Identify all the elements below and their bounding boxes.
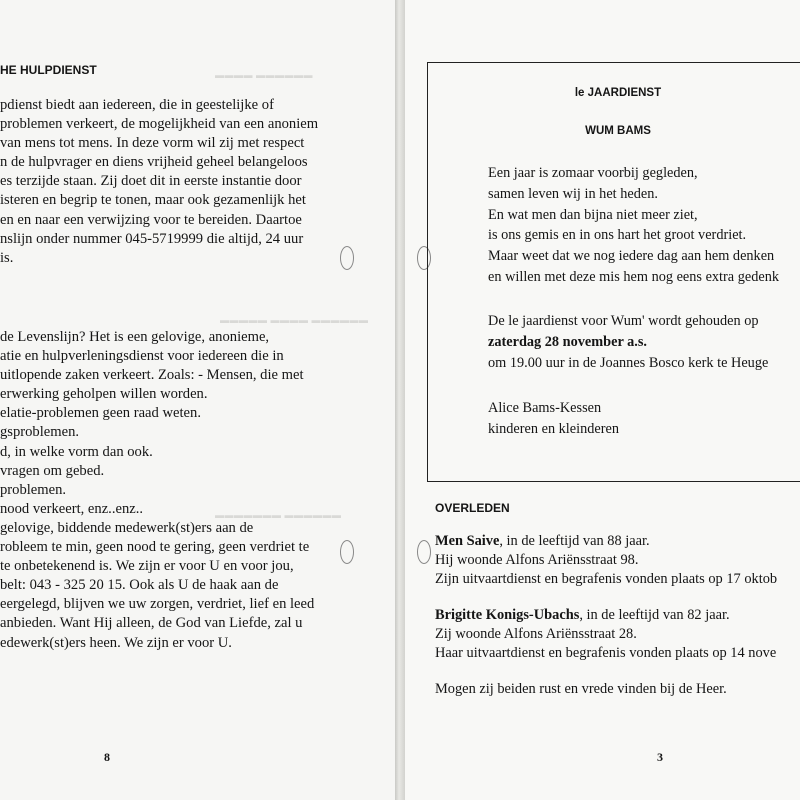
bleed-through-text: ▬▬▬▬▬ ▬▬▬▬ ▬▬▬▬▬▬	[220, 315, 369, 325]
obituary-age: , in de leeftijd van 88 jaar.	[499, 533, 650, 549]
bleed-through-text: ▬▬▬▬▬▬▬ ▬▬▬▬▬▬	[215, 510, 342, 520]
obituary-name: Men Saive	[435, 533, 500, 549]
text-line: vragen om gebed.	[0, 462, 105, 479]
memorial-poem	[488, 163, 779, 288]
text-line: is.	[0, 249, 14, 266]
obituary-entry-1	[435, 532, 777, 590]
memorial-name: WUM BAMS	[585, 125, 651, 137]
text-line: uitlopende zaken verkeert. Zoals: - Mensen, die met	[0, 367, 304, 384]
obituary-service: Zijn uitvaartdienst en begrafenis vonden plaats op 17 oktob	[435, 571, 778, 588]
text-line: erwerking geholpen willen worden.	[0, 386, 208, 403]
bleed-through-text: ▬▬▬▬ ▬▬▬▬▬▬	[215, 70, 314, 80]
memorial-heading: le JAARDIENST	[574, 87, 662, 99]
memorial-notice-box	[427, 62, 800, 482]
text-line: eergelegd, blijven we uw zorgen, verdriet, lief en leed	[0, 596, 315, 613]
text-line: Alice Bams-Kessen	[488, 400, 602, 416]
text-line: gelovige, biddende medewerk(st)ers aan de	[0, 519, 254, 536]
text-line: van mens tot mens. In deze vorm wil zij met respect	[0, 135, 305, 152]
binding-hole	[417, 540, 431, 564]
obituary-address: Zij woonde Alfons Ariënsstraat 28.	[435, 626, 637, 643]
text-line: Maar weet dat we nog iedere dag aan hem denken	[488, 248, 775, 265]
text-line: isteren en begrip te tonen, maar ook gezamenlijk het	[0, 192, 306, 209]
section-title: HE HULPDIENST	[0, 63, 97, 77]
binding-hole	[340, 540, 354, 564]
text-line: nood verkeert, enz..enz..	[0, 500, 144, 517]
text-line: es terzijde staan. Zij doet dit in eerste instantie door	[0, 173, 302, 190]
text-line: elatie-problemen geen raad weten.	[0, 405, 201, 422]
announcement-location: om 19.00 uur in de Joannes Bosco kerk te Heuge	[488, 354, 769, 371]
text-line: belt: 043 - 325 20 15. Ook als U de haak aan de	[0, 577, 279, 594]
text-line: robleem te min, geen nood te gering, geen verdriet te	[0, 539, 310, 556]
right-page	[405, 0, 800, 800]
text-line: d, in welke vorm dan ook.	[0, 443, 153, 460]
memorial-announcement	[488, 311, 768, 373]
section-title-overleden: OVERLEDEN	[435, 501, 510, 515]
text-line: te onbetekenend is. We zijn er voor U en voor jou,	[0, 558, 294, 575]
announcement-date: zaterdag 28 november a.s.	[488, 333, 647, 350]
obituary-name: Brigitte Konigs-Ubachs	[435, 607, 580, 623]
text-line: gsproblemen.	[0, 424, 80, 441]
announcement-line: De le jaardienst voor Wum' wordt gehouden op	[488, 313, 759, 329]
text-line: n de hulpvrager en diens vrijheid geheel belangeloos	[0, 154, 308, 171]
text-line: edewerk(st)ers heen. We zijn er voor U.	[0, 634, 232, 651]
text-line: problemen verkeert, de mogelijkheid van een anoniem	[0, 116, 319, 133]
text-line: atie en hulpverleningsdienst voor iedereen die in	[0, 348, 284, 365]
memorial-signature	[488, 398, 619, 440]
page-number: 3	[657, 750, 663, 764]
text-line: samen leven wij in het heden.	[488, 185, 658, 202]
text-line: de Levenslijn? Het is een gelovige, anonieme,	[0, 329, 270, 345]
obituary-address: Hij woonde Alfons Ariënsstraat 98.	[435, 552, 639, 569]
obituary-entry-2	[435, 606, 776, 664]
text-line: pdienst biedt aan iedereen, die in geestelijke of	[0, 97, 274, 113]
paragraph-levenslijn	[0, 328, 314, 653]
text-line: en en naar een verwijzing voor te bereiden. Daartoe	[0, 211, 302, 228]
obituary-service: Haar uitvaartdienst en begrafenis vonden plaats op 14 nove	[435, 645, 777, 662]
left-page	[0, 0, 395, 800]
text-line: nslijn onder nummer 045-5719999 die altijd, 24 uur	[0, 230, 304, 247]
paragraph-hulpdienst	[0, 96, 318, 268]
page-number: 8	[104, 750, 110, 764]
text-line: is ons gemis en in ons hart het groot verdriet.	[488, 227, 747, 244]
binding-hole	[340, 246, 354, 270]
text-line: En wat men dan bijna niet meer ziet,	[488, 206, 698, 223]
closing-line: Mogen zij beiden rust en vrede vinden bij de Heer.	[435, 681, 727, 697]
text-line: kinderen en kleinderen	[488, 420, 619, 437]
obituary-age: , in de leeftijd van 82 jaar.	[579, 607, 730, 623]
text-line: anbieden. Want Hij alleen, de God van Liefde, zal u	[0, 615, 303, 632]
text-line: Een jaar is zomaar voorbij gegleden,	[488, 165, 698, 181]
page-gutter	[395, 0, 405, 800]
text-line: en willen met deze mis hem nog eens extra gedenk	[488, 268, 779, 285]
text-line: problemen.	[0, 481, 67, 498]
